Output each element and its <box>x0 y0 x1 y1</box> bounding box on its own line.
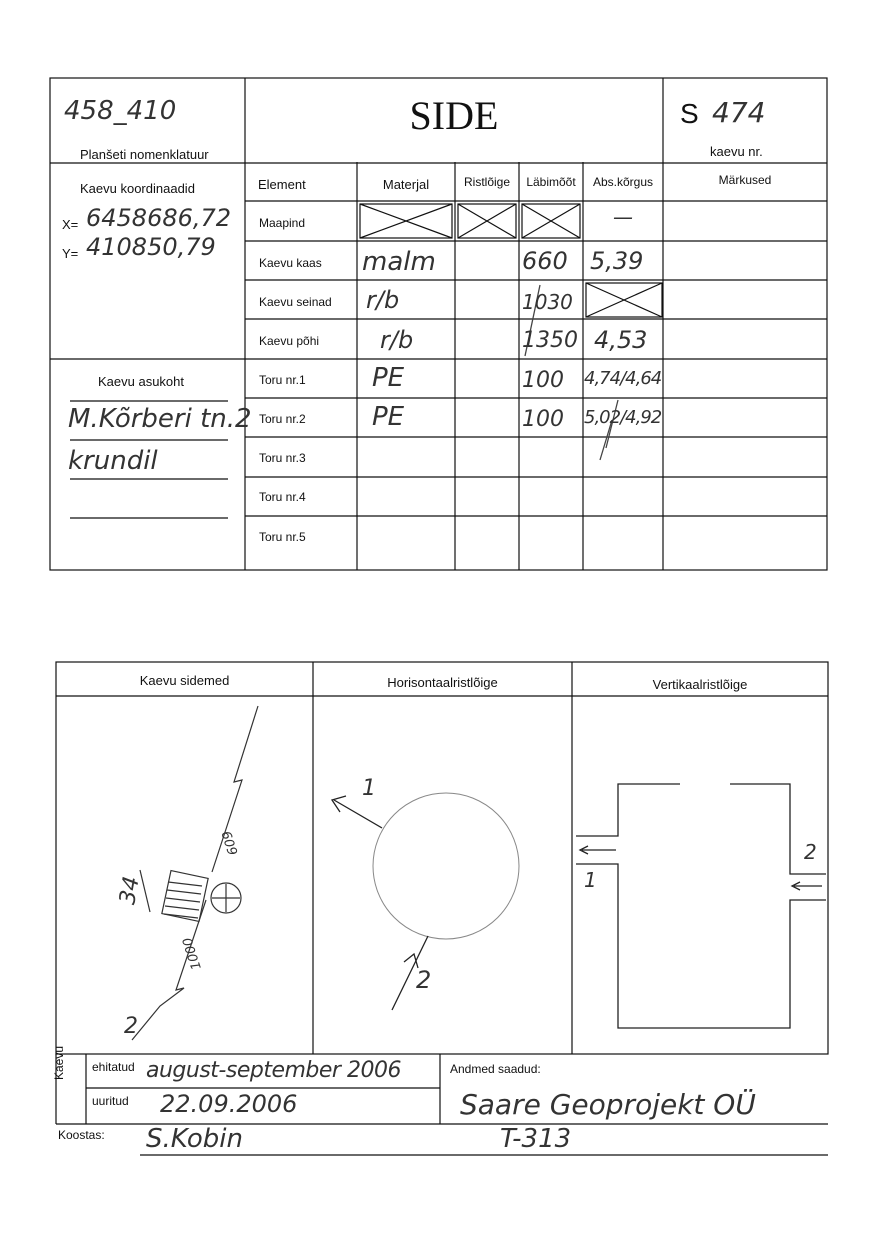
row-abs-0: — <box>613 205 633 229</box>
compiled-value: S.Kobin <box>146 1124 244 1154</box>
well-number: 474 <box>712 96 766 129</box>
nomenclature-value: 458_410 <box>64 96 177 126</box>
sketch-pipe-2: 2 <box>124 1014 138 1039</box>
row-diameter-3: 1350 <box>522 328 578 353</box>
built-label: ehitatud <box>92 1060 135 1074</box>
sketch-dist-609: 609 <box>217 829 240 858</box>
row-diameter-2: 1030 <box>522 290 573 314</box>
nomenclature-label: Planšeti nomenklatuur <box>80 147 209 162</box>
data-from-label: Andmed saadud: <box>450 1062 541 1076</box>
well-prefix: S <box>680 98 699 129</box>
data-from-value: Saare Geoprojekt OÜ <box>460 1088 756 1121</box>
sketch-dist-1000: 1000 <box>180 935 205 972</box>
surveyed-value: 22.09.2006 <box>160 1090 298 1118</box>
row-abs-5: 5,02/4,92 <box>584 407 662 428</box>
row-element-1: Kaevu kaas <box>259 256 322 270</box>
header-material: Materjal <box>382 177 430 192</box>
vertical-pipe-1: 1 <box>584 868 597 892</box>
horizontal-section <box>373 793 519 939</box>
vertical-section <box>576 784 826 1028</box>
header-element: Element <box>258 177 306 192</box>
header-notes: Märkused <box>718 173 772 187</box>
row-element-0: Maapind <box>259 216 306 230</box>
row-diameter-5: 100 <box>522 407 564 432</box>
location-sketch <box>132 706 258 1040</box>
row-material-4: PE <box>372 363 405 393</box>
y-label: Y= <box>62 246 79 261</box>
row-element-8: Toru nr.5 <box>259 530 306 544</box>
y-value: 410850,79 <box>86 233 216 261</box>
row-diameter-4: 100 <box>522 368 564 393</box>
x-label: X= <box>62 217 79 232</box>
row-material-5: PE <box>372 402 405 432</box>
x-value: 6458686,72 <box>86 204 232 232</box>
page-title: SIDE <box>409 93 499 138</box>
row-element-3: Kaevu põhi <box>259 334 320 348</box>
built-value: august-september 2006 <box>146 1058 401 1083</box>
row-element-2: Kaevu seinad <box>259 295 332 309</box>
compiled-label: Koostas: <box>58 1128 105 1142</box>
well-number-label: kaevu nr. <box>710 144 763 159</box>
horizontal-pipe-2: 2 <box>416 966 432 994</box>
row-element-5: Toru nr.2 <box>259 412 306 426</box>
row-element-4: Toru nr.1 <box>259 373 306 387</box>
header-connections: Kaevu sidemed <box>139 673 230 688</box>
header-abs-height: Abs.kõrgus <box>592 175 654 189</box>
header-horizontal: Horisontaalristlõige <box>387 675 498 690</box>
row-diameter-1: 660 <box>522 247 568 275</box>
row-material-2: r/b <box>366 286 400 314</box>
code-value: T-313 <box>500 1124 572 1154</box>
kaevu-label: Kaevu <box>52 1045 66 1080</box>
coords-label: Kaevu koordinaadid <box>80 181 195 196</box>
header-crosssection: Ristlõige <box>463 175 511 189</box>
surveyed-label: uuritud <box>92 1094 129 1108</box>
sketch-dist-34: 34 <box>115 874 145 907</box>
vertical-pipe-2: 2 <box>804 840 817 864</box>
row-element-7: Toru nr.4 <box>259 490 306 504</box>
row-material-3: r/b <box>380 326 414 354</box>
row-material-1: malm <box>362 247 436 277</box>
location-label: Kaevu asukoht <box>98 374 185 389</box>
header-diameter: Läbimõõt <box>526 175 576 189</box>
row-element-6: Toru nr.3 <box>259 451 306 465</box>
header-vertical: Vertikaalristlõige <box>652 677 748 692</box>
horizontal-pipe-1: 1 <box>362 776 376 801</box>
row-abs-4: 4,74/4,64 <box>584 368 662 389</box>
location-line1: M.Kõrberi tn.2 <box>68 404 252 434</box>
location-line2: krundil <box>68 446 158 476</box>
row-abs-1: 5,39 <box>590 247 644 275</box>
row-abs-3: 4,53 <box>594 326 648 354</box>
